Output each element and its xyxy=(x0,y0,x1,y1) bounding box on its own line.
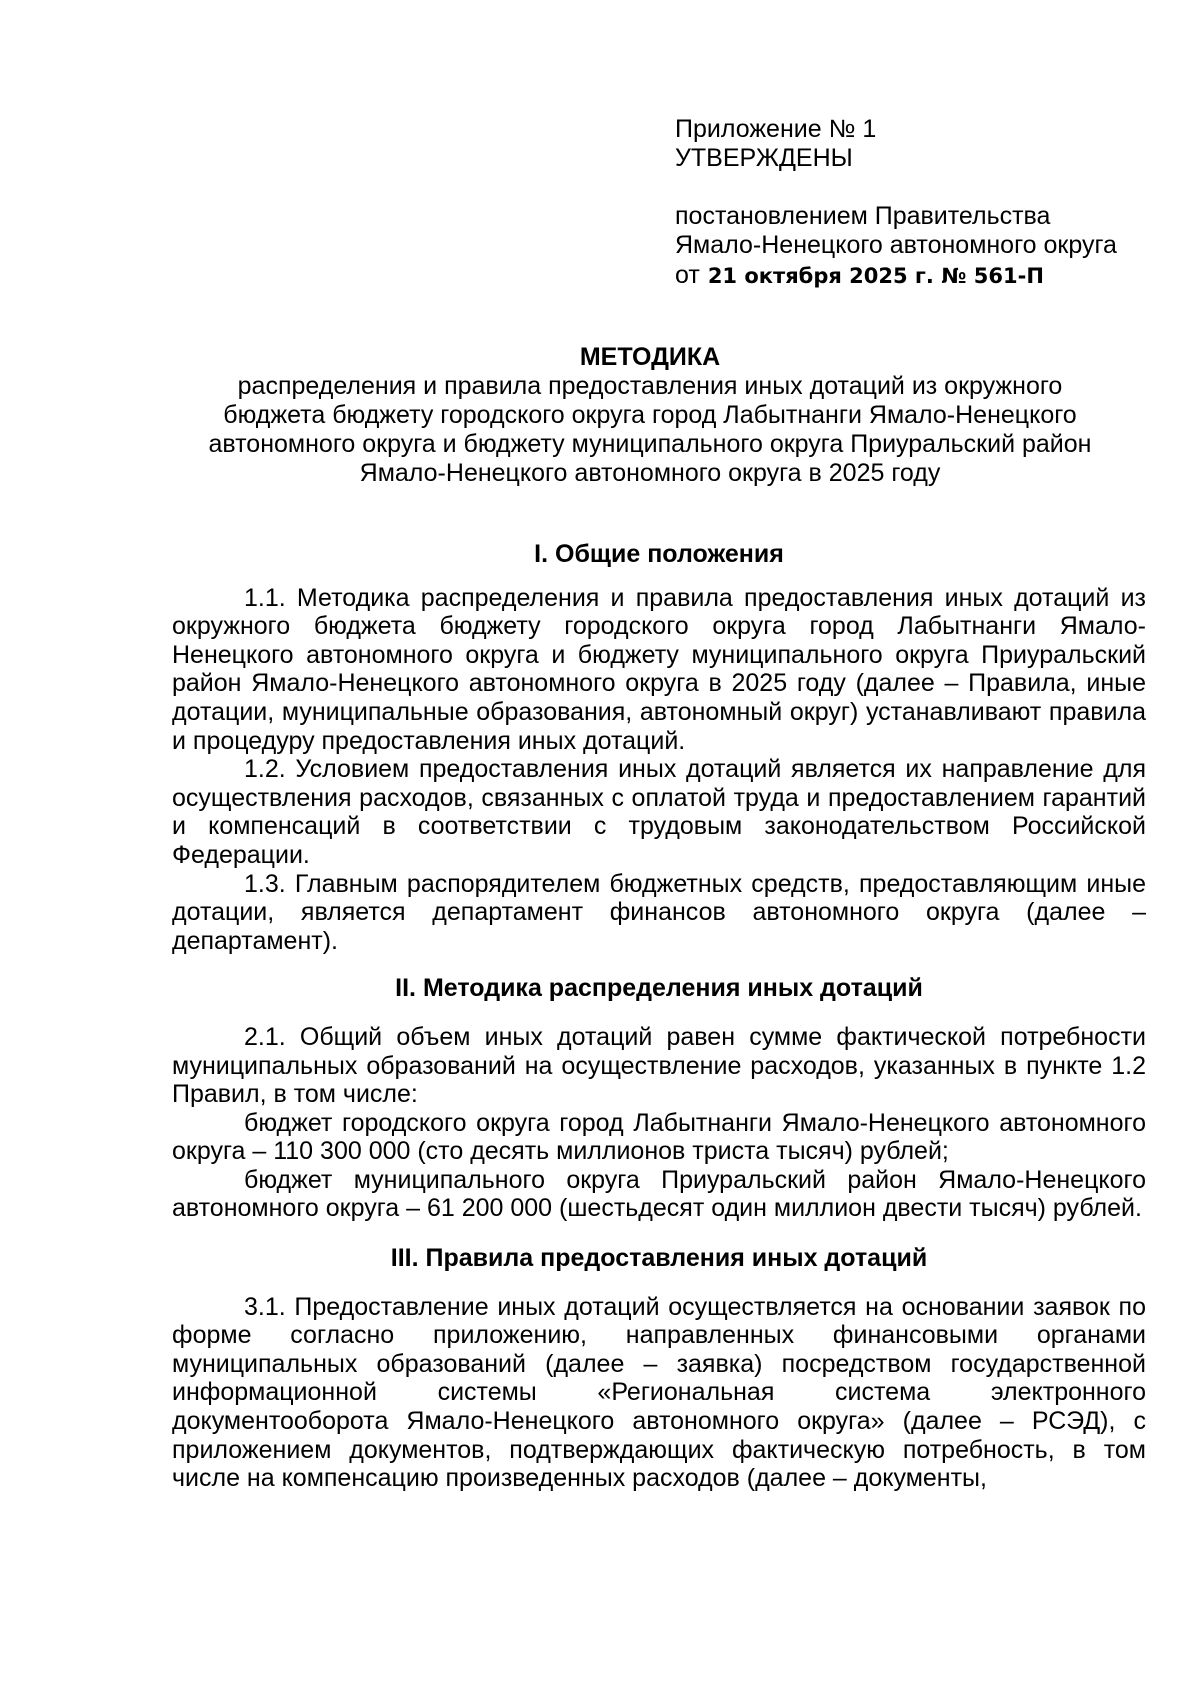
paragraph-3-1: 3.1. Предоставление иных дотаций осуществляется на основании заявок по форме согласно приложению, направленных финансовыми органами муниципальных образований (далее – заявка) посредством государственной информационной системы «Региональная система электронного документооборота Ямало-Ненецкого автономного округа» (далее – РСЭД), с приложением документов, подтверждающих фактическую потребность, в том числе на компенсацию произведенных расходов (далее – документы, xyxy=(172,1292,1146,1493)
document-subtitle-line-1: распределения и правила предоставления иных дотаций из окружного xyxy=(237,372,1063,400)
paragraph-1-3: 1.3. Главным распорядителем бюджетных средств, предоставляющим иные дотации, является департамент финансов автономного округа (далее – департамент). xyxy=(172,869,1146,955)
document-subtitle-line-2: бюджета бюджету городского округа город Лабытнанги Ямало-Ненецкого xyxy=(223,401,1077,429)
document-title-block xyxy=(170,343,1130,488)
spacer xyxy=(675,173,1145,202)
appendix-label: Приложение № 1 xyxy=(675,115,877,143)
paragraph-1-1: 1.1. Методика распределения и правила предоставления иных дотаций из окружного бюджета бюджету городского округа город Лабытнанги Ямало-Ненецкого автономного округа и бюджету муниципального округа Приуральский район Ямало-Ненецкого автономного округа в 2025 году (далее – Правила, иные дотации, муниципальные образования, автономный округ) устанавливают правила и процедуру предоставления иных дотаций. xyxy=(172,583,1146,755)
date-stamp: 21 октября 2025 г. № 561-П xyxy=(707,264,1044,288)
section-heading-general: I. Общие положения xyxy=(534,540,784,568)
document-subtitle-line-4: Ямало-Ненецкого автономного округа в 2025 году xyxy=(359,459,941,487)
document-title: МЕТОДИКА xyxy=(579,343,721,371)
date-prefix: от xyxy=(675,261,700,289)
decree-line-2: Ямало-Ненецкого автономного округа xyxy=(675,231,1117,259)
paragraph-2-1-priuralsky: бюджет муниципального округа Приуральский район Ямало-Ненецкого автономного округа – 61 200 000 (шестьдесят один миллион двести тысяч) рублей. xyxy=(172,1165,1146,1223)
paragraph-2-1: 2.1. Общий объем иных дотаций равен сумме фактической потребности муниципальных образований на осуществление расходов, указанных в пункте 1.2 Правил, в том числе: xyxy=(172,1022,1146,1109)
section-heading-methodology: II. Методика распределения иных дотаций xyxy=(395,974,923,1003)
paragraph-1-2: 1.2. Условием предоставления иных дотаций является их направление для осуществления расходов, связанных с оплатой труда и предоставлением гарантий и компенсаций в соответствии с трудовым законодательством Российской Федерации. xyxy=(172,755,1146,869)
decree-line-1: постановлением Правительства xyxy=(675,202,1051,230)
decree-date-line xyxy=(675,261,1145,291)
approval-stamp-block xyxy=(675,115,1145,291)
approved-label: УТВЕРЖДЕНЫ xyxy=(675,144,853,172)
paragraph-2-1-labytnangi: бюджет городского округа город Лабытнанги Ямало-Ненецкого автономного округа – 110 300 000 (сто десять миллионов триста тысяч) рублей; xyxy=(172,1108,1146,1166)
document-body xyxy=(172,540,1146,1493)
document-subtitle-line-3: автономного округа и бюджету муниципального округа Приуральский район xyxy=(208,430,1092,458)
section-heading-rules: III. Правила предоставления иных дотаций xyxy=(390,1244,928,1273)
